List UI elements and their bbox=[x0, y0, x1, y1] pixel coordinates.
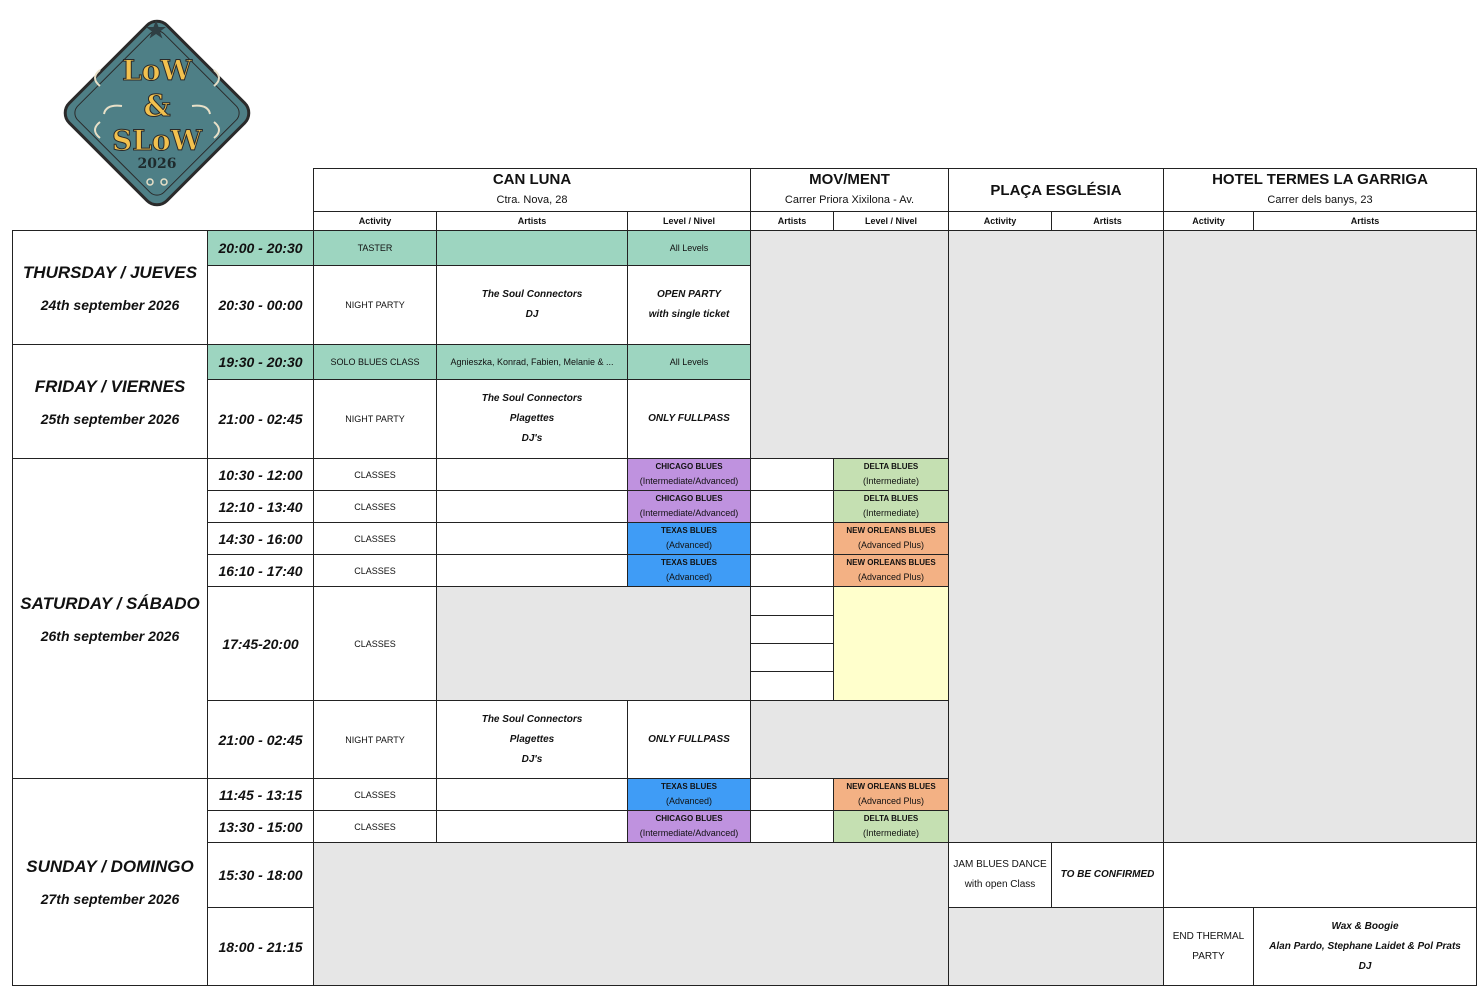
class-style: DELTA BLUES bbox=[863, 461, 919, 471]
class-style: CHICAGO BLUES bbox=[655, 461, 723, 471]
day-friday bbox=[12, 344, 208, 459]
empty-cell bbox=[750, 230, 949, 459]
artists-cell bbox=[750, 522, 834, 555]
empty-cell bbox=[948, 230, 1164, 843]
artists-cell bbox=[1253, 907, 1477, 986]
venue-movment bbox=[750, 168, 949, 212]
activity-text: JAM BLUES DANCE bbox=[953, 859, 1047, 870]
empty-cell bbox=[1163, 842, 1477, 908]
day-date: 24th september 2026 bbox=[40, 296, 180, 313]
venue-name: HOTEL TERMES LA GARRIGA bbox=[1212, 171, 1428, 188]
artists-cell bbox=[436, 700, 628, 779]
class-style: NEW ORLEANS BLUES bbox=[846, 525, 936, 535]
activity-text: PARTY bbox=[1192, 950, 1225, 962]
venue-name: PLAÇA ESGLÉSIA bbox=[990, 181, 1122, 199]
day-name: THURSDAY / JUEVES bbox=[22, 262, 198, 282]
level-cell: ONLY FULLPASS bbox=[627, 700, 751, 779]
col-artists: Artists bbox=[1051, 211, 1164, 231]
artists-cell bbox=[750, 810, 834, 843]
activity-cell: CLASSES bbox=[313, 490, 437, 523]
artist-name: Plagettes bbox=[509, 413, 555, 424]
activity-cell: NIGHT PARTY bbox=[313, 265, 437, 345]
activity-text: with open Class bbox=[964, 879, 1036, 890]
venue-placa-esglesia bbox=[948, 168, 1164, 212]
time-slot: 15:30 - 18:00 bbox=[207, 842, 314, 908]
time-slot: 20:00 - 20:30 bbox=[207, 230, 314, 266]
artists-cell bbox=[436, 379, 628, 459]
class-style: TEXAS BLUES bbox=[660, 557, 717, 567]
time-slot: 11:45 - 13:15 bbox=[207, 778, 314, 811]
class-style: CHICAGO BLUES bbox=[655, 493, 723, 503]
activity-cell: CLASSES bbox=[313, 522, 437, 555]
class-texas-blues bbox=[627, 778, 751, 811]
artists-cell bbox=[436, 265, 628, 345]
class-level: (Intermediate) bbox=[862, 827, 920, 838]
artists-cell: TO BE CONFIRMED bbox=[1051, 842, 1164, 908]
class-level: (Advanced) bbox=[665, 571, 713, 582]
col-activity: Activity bbox=[948, 211, 1052, 231]
svg-text:LoW: LoW bbox=[122, 54, 192, 87]
class-level: (Intermediate) bbox=[862, 475, 920, 486]
artist-name: The Soul Connectors bbox=[481, 393, 583, 404]
festival-logo bbox=[52, 10, 262, 216]
artists-cell bbox=[436, 778, 628, 811]
class-delta-blues bbox=[833, 458, 949, 491]
activity-cell bbox=[948, 842, 1052, 908]
col-artists: Artists bbox=[1253, 211, 1477, 231]
class-level: (Advanced) bbox=[665, 539, 713, 550]
level-cell bbox=[627, 265, 751, 345]
svg-text:2026: 2026 bbox=[137, 156, 177, 172]
class-new-orleans-blues bbox=[833, 522, 949, 555]
activity-cell: CLASSES bbox=[313, 586, 437, 701]
class-level: (Intermediate/Advanced) bbox=[639, 475, 739, 486]
class-texas-blues bbox=[627, 522, 751, 555]
day-date: 26th september 2026 bbox=[40, 627, 180, 644]
class-style: DELTA BLUES bbox=[863, 493, 919, 503]
artist-name: Alan Pardo, Stephane Laidet & Pol Prats bbox=[1269, 940, 1461, 952]
artist-name: Plagettes bbox=[509, 733, 555, 745]
col-level: Level / Nivel bbox=[833, 211, 949, 231]
day-date: 27th september 2026 bbox=[40, 891, 180, 907]
day-saturday bbox=[12, 458, 208, 779]
activity-cell: CLASSES bbox=[313, 554, 437, 587]
class-style: TEXAS BLUES bbox=[660, 781, 717, 791]
time-slot: 21:00 - 02:45 bbox=[207, 700, 314, 779]
class-texas-blues bbox=[627, 554, 751, 587]
time-slot: 18:00 - 21:15 bbox=[207, 907, 314, 986]
day-thursday bbox=[12, 230, 208, 345]
class-level: (Advanced Plus) bbox=[857, 571, 925, 582]
class-level: (Advanced Plus) bbox=[857, 539, 925, 550]
col-artists: Artists bbox=[750, 211, 834, 231]
artists-cell bbox=[436, 490, 628, 523]
col-artists: Artists bbox=[436, 211, 628, 231]
level-cell bbox=[833, 586, 949, 701]
artists-cell bbox=[750, 554, 834, 587]
activity-text: END THERMAL bbox=[1172, 930, 1245, 942]
activity-cell: SOLO BLUES CLASS bbox=[313, 344, 437, 380]
time-slot: 13:30 - 15:00 bbox=[207, 810, 314, 843]
venue-address: Carrer Priora Xixilona - Av. bbox=[784, 194, 915, 206]
empty-cell bbox=[948, 907, 1164, 986]
col-activity: Activity bbox=[313, 211, 437, 231]
logo-diamond-icon bbox=[52, 10, 262, 216]
class-style: DELTA BLUES bbox=[863, 813, 919, 823]
class-chicago-blues bbox=[627, 458, 751, 491]
class-level: (Advanced Plus) bbox=[857, 795, 925, 806]
class-level: (Intermediate) bbox=[862, 507, 920, 518]
level-text: with single ticket bbox=[648, 309, 730, 320]
artist-name: DJ bbox=[525, 309, 539, 320]
artists-cell bbox=[750, 615, 834, 644]
artists-cell bbox=[750, 671, 834, 701]
artists-cell bbox=[750, 778, 834, 811]
day-name: FRIDAY / VIERNES bbox=[34, 376, 186, 396]
venue-name: MOV/MENT bbox=[809, 171, 890, 188]
activity-cell: CLASSES bbox=[313, 778, 437, 811]
artists-cell bbox=[436, 522, 628, 555]
class-new-orleans-blues bbox=[833, 778, 949, 811]
artists-cell bbox=[750, 586, 834, 616]
day-date: 25th september 2026 bbox=[40, 410, 180, 427]
level-cell: ONLY FULLPASS bbox=[627, 379, 751, 459]
day-name: SUNDAY / DOMINGO bbox=[26, 857, 194, 876]
venue-can-luna bbox=[313, 168, 751, 212]
time-slot: 10:30 - 12:00 bbox=[207, 458, 314, 491]
activity-cell: CLASSES bbox=[313, 458, 437, 491]
venue-hotel-termes bbox=[1163, 168, 1477, 212]
empty-cell bbox=[436, 586, 751, 701]
venue-address: Carrer dels banys, 23 bbox=[1267, 194, 1373, 206]
col-level: Level / Nivel bbox=[627, 211, 751, 231]
activity-cell: NIGHT PARTY bbox=[313, 379, 437, 459]
artist-name: DJ's bbox=[521, 753, 543, 765]
empty-cell bbox=[750, 700, 949, 779]
time-slot: 16:10 - 17:40 bbox=[207, 554, 314, 587]
time-slot: 20:30 - 00:00 bbox=[207, 265, 314, 345]
time-slot: 21:00 - 02:45 bbox=[207, 379, 314, 459]
artists-cell bbox=[750, 458, 834, 491]
empty-cell bbox=[313, 842, 949, 986]
svg-text:SLoW: SLoW bbox=[111, 124, 203, 157]
empty-cell bbox=[1163, 230, 1477, 843]
artist-name: DJ's bbox=[521, 433, 543, 444]
artist-name: Wax & Boogie bbox=[1331, 920, 1399, 932]
class-level: (Intermediate/Advanced) bbox=[639, 507, 739, 518]
activity-cell: CLASSES bbox=[313, 810, 437, 843]
col-activity: Activity bbox=[1163, 211, 1254, 231]
class-chicago-blues bbox=[627, 810, 751, 843]
artist-name: The Soul Connectors bbox=[481, 713, 583, 725]
artists-cell: Agnieszka, Konrad, Fabien, Melanie & ... bbox=[436, 344, 628, 380]
class-level: (Advanced) bbox=[665, 795, 713, 806]
artists-cell bbox=[750, 490, 834, 523]
class-delta-blues bbox=[833, 810, 949, 843]
class-chicago-blues bbox=[627, 490, 751, 523]
artists-cell bbox=[750, 643, 834, 672]
day-name: SATURDAY / SÁBADO bbox=[20, 593, 200, 613]
venue-name: CAN LUNA bbox=[492, 171, 572, 188]
activity-cell bbox=[1163, 907, 1254, 986]
time-slot: 14:30 - 16:00 bbox=[207, 522, 314, 555]
level-cell: All Levels bbox=[627, 230, 751, 266]
svg-text:&: & bbox=[143, 89, 171, 124]
class-style: TEXAS BLUES bbox=[660, 525, 717, 535]
class-delta-blues bbox=[833, 490, 949, 523]
class-new-orleans-blues bbox=[833, 554, 949, 587]
time-slot: 19:30 - 20:30 bbox=[207, 344, 314, 380]
activity-cell: NIGHT PARTY bbox=[313, 700, 437, 779]
level-cell: All Levels bbox=[627, 344, 751, 380]
venue-address: Ctra. Nova, 28 bbox=[496, 194, 568, 206]
class-style: CHICAGO BLUES bbox=[655, 813, 723, 823]
level-text: OPEN PARTY bbox=[656, 289, 722, 300]
time-slot: 12:10 - 13:40 bbox=[207, 490, 314, 523]
day-sunday bbox=[12, 778, 208, 986]
activity-cell: TASTER bbox=[313, 230, 437, 266]
artists-cell bbox=[436, 230, 628, 266]
artist-name: The Soul Connectors bbox=[481, 289, 583, 300]
artists-cell bbox=[436, 810, 628, 843]
class-level: (Intermediate/Advanced) bbox=[639, 827, 739, 838]
artist-name: DJ bbox=[1358, 960, 1372, 972]
class-style: NEW ORLEANS BLUES bbox=[846, 781, 936, 791]
artists-cell bbox=[436, 458, 628, 491]
time-slot: 17:45-20:00 bbox=[207, 586, 314, 701]
class-style: NEW ORLEANS BLUES bbox=[846, 557, 936, 567]
artists-cell bbox=[436, 554, 628, 587]
